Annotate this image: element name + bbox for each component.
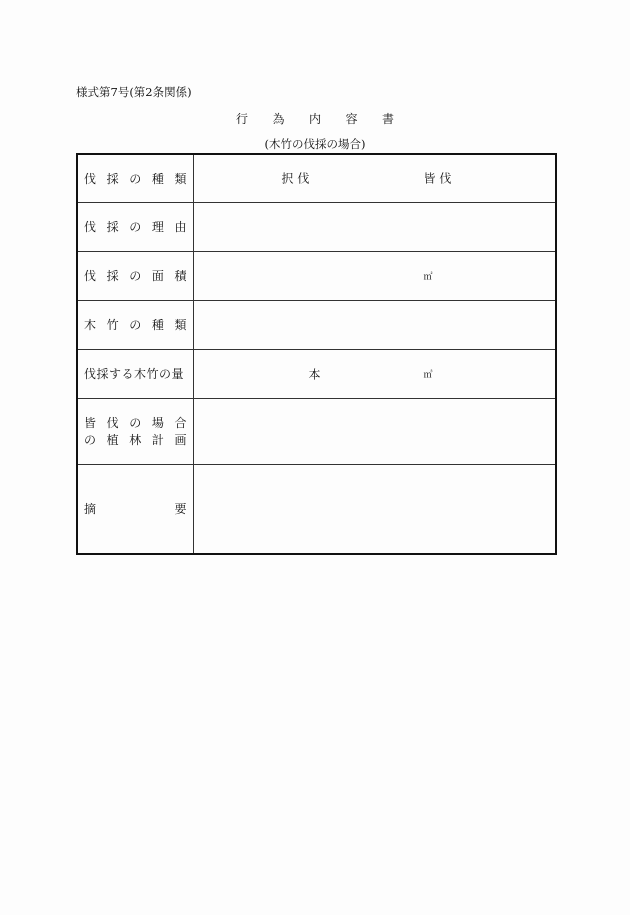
row-felling-type — [77, 154, 556, 202]
value-felling-reason[interactable] — [193, 202, 556, 251]
row-felling-area — [77, 251, 556, 300]
label-felling-area: 伐 採 の 面 積 — [77, 251, 193, 300]
label-remarks: 摘 要 — [77, 464, 193, 554]
value-felling-area[interactable] — [193, 251, 556, 300]
label-felling-reason: 伐 採 の 理 由 — [77, 202, 193, 251]
form-table — [76, 153, 557, 555]
row-planting-plan — [77, 398, 556, 464]
document-subtitle: (木竹の伐採の場合) — [264, 137, 366, 151]
unit-cubic-meter: ㎥ — [423, 370, 433, 380]
value-felling-quantity[interactable] — [193, 349, 556, 398]
option-selective-felling[interactable]: 択 伐 — [281, 171, 310, 186]
form-number: 様式第7号(第2条関係) — [76, 85, 192, 99]
row-tree-species — [77, 300, 556, 349]
label-tree-species: 木 竹 の 種 類 — [77, 300, 193, 349]
unit-count: 本 — [308, 367, 321, 381]
value-planting-plan[interactable] — [193, 398, 556, 464]
label-felling-type: 伐 採 の 種 類 — [77, 154, 193, 202]
row-remarks — [77, 464, 556, 554]
value-felling-type[interactable] — [193, 154, 556, 202]
unit-square-meter: ㎡ — [423, 272, 433, 282]
row-felling-quantity — [77, 349, 556, 398]
document-title: 行 為 内 容 書 — [236, 112, 394, 126]
option-clear-felling[interactable]: 皆 伐 — [423, 171, 452, 186]
row-felling-reason — [77, 202, 556, 251]
label-felling-quantity: 伐採する木竹の量 — [77, 349, 193, 398]
value-tree-species[interactable] — [193, 300, 556, 349]
value-remarks[interactable] — [193, 464, 556, 554]
label-planting-plan: 皆 伐 の 場 合 の 植 林 計 画 — [77, 398, 193, 464]
